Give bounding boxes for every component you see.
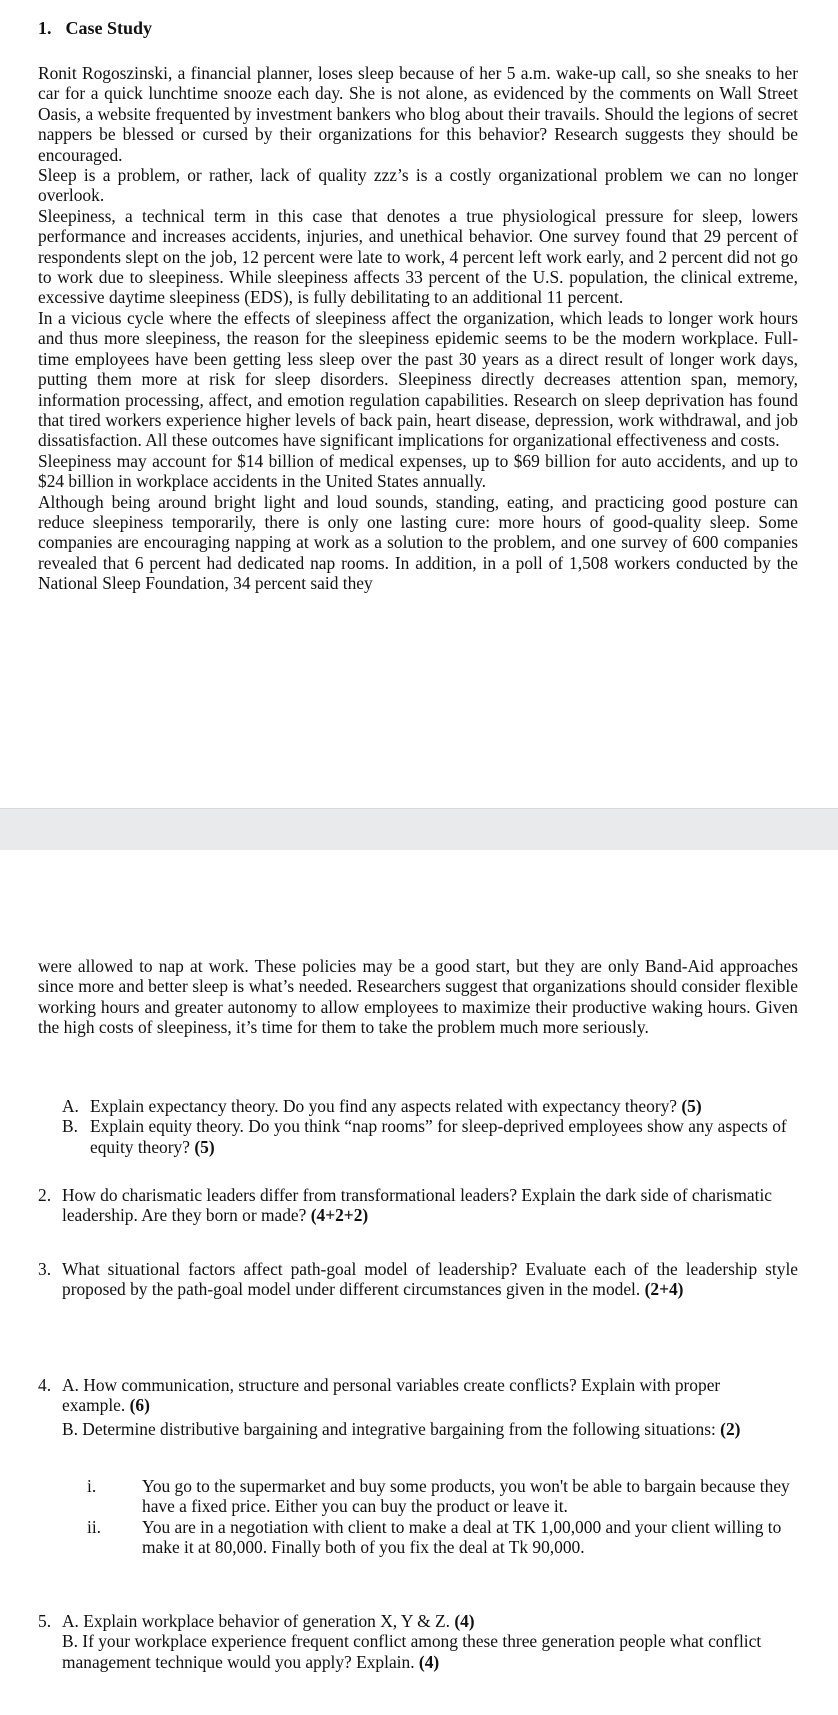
question-5-number: 5. — [38, 1611, 52, 1631]
question-5a — [62, 1611, 798, 1631]
question-1a-label: A. — [62, 1096, 79, 1116]
question-1b — [62, 1116, 798, 1157]
case-paragraph: were allowed to nap at work. These policies may be a good start, but they are only Band-Aid approaches since more and better sleep is what’s needed. Researchers suggest that organizations should consider flexible working hours and greater autonomy to allow employees to maximize their productive waking hours. Given the high costs of sleepiness, it’s time for them to take the problem much more seriously. — [38, 956, 798, 1038]
question-1b-text: Explain equity theory. Do you think “nap rooms” for sleep-deprived employees show any aspects of equity theory? — [90, 1116, 787, 1157]
case-paragraph: Sleep is a problem, or rather, lack of quality zzz’s is a costly organizational problem we can no longer overlook. — [38, 165, 798, 206]
question-4-number: 4. — [38, 1375, 52, 1395]
question-4a-text: A. How communication, structure and personal variables create conflicts? Explain with proper example. — [62, 1375, 721, 1416]
question-2 — [62, 1185, 798, 1226]
question-5b-text: B. If your workplace experience frequent conflict among these three generation people what conflict management technique would you apply? Explain. — [62, 1631, 762, 1672]
question-4b-marks: (2) — [720, 1419, 741, 1439]
page-break-gap — [0, 808, 838, 851]
question-3-number: 3. — [38, 1259, 52, 1279]
question-1b-marks: (5) — [194, 1136, 215, 1157]
situation-label: ii. — [87, 1516, 102, 1537]
question-3-marks: (2+4) — [644, 1279, 684, 1300]
question-4b — [62, 1419, 752, 1439]
question-4a-marks: (6) — [129, 1395, 150, 1416]
question-5 — [62, 1611, 798, 1672]
question-5b-marks: (4) — [418, 1651, 440, 1672]
case-paragraph: Sleepiness may account for $14 billion of medical expenses, up to $69 billion for auto accidents, and up to $24 billion in workplace accidents in the United States annually. — [38, 450, 798, 492]
question-3 — [62, 1259, 798, 1300]
situations-list — [62, 1476, 798, 1558]
situation-item — [62, 1476, 798, 1517]
situation-text: You are in a negotiation with client to make a deal at TK 1,00,000 and your client willing to make it at 80,000. Finally both of you fix the deal at Tk 90,000. — [142, 1516, 782, 1558]
case-study-body — [38, 63, 798, 594]
question-4b-text: B. Determine distributive bargaining and integrative bargaining from the following situations: — [62, 1419, 716, 1439]
heading-title: Case Study — [65, 18, 153, 38]
question-1a — [62, 1096, 798, 1116]
case-paragraph: Ronit Rogoszinski, a financial planner, loses sleep because of her 5 a.m. wake-up call, so she sneaks to her car for a quick lunchtime snooze each day. She is not alone, as evidenced by the comments on Wall Street Oasis, a website frequented by investment bankers who blog about their travails. Should the legions of secret nappers be blessed or cursed by their organizations for this behavior? Research suggests they should be encouraged. — [38, 63, 798, 165]
case-study-continued — [38, 956, 798, 1038]
question-4a — [62, 1375, 752, 1416]
case-paragraph: Sleepiness, a technical term in this case that denotes a true physiological pressure for sleep, lowers performance and increases accidents, injuries, and unethical behavior. One survey found that 29 percent of respondents slept on the job, 12 percent were late to work, 4 percent left work early, and 2 percent did not go to work due to sleepiness. While sleepiness affects 33 percent of the U.S. population, the clinical extreme, excessive daytime sleepiness (EDS), is fully debilitating to an additional 11 percent. — [38, 205, 798, 308]
question-3-text: What situational factors affect path-goal model of leadership? Evaluate each of the leadership style proposed by the path-goal model under different circumstances given in the model. — [62, 1259, 798, 1300]
situation-label: i. — [87, 1476, 97, 1496]
case-paragraph: In a vicious cycle where the effects of sleepiness affect the organization, which leads to longer work hours and thus more sleepiness, the reason for the sleepiness epidemic seems to be the modern workplace. Full-time employees have been getting less sleep over the past 30 years as a direct result of longer work days, putting them more at risk for sleep disorders. Sleepiness directly decreases attention span, memory, information processing, affect, and emotion regulation capabilities. Research on sleep deprivation has found that tired workers experience higher levels of back pain, heart disease, depression, work withdrawal, and job dissatisfaction. All these outcomes have significant implications for organizational effectiveness and costs. — [38, 307, 798, 451]
question-1b-label: B. — [62, 1116, 78, 1137]
document-page-1 — [0, 0, 838, 808]
question-1a-text: Explain expectancy theory. Do you find any aspects related with expectancy theory? — [90, 1096, 678, 1116]
situation-item — [62, 1517, 798, 1558]
question-2-marks: (4+2+2) — [310, 1205, 369, 1226]
situation-text: You go to the supermarket and buy some products, you won't be able to bargain because they have a fixed price. Either you can buy the product or leave it. — [142, 1476, 790, 1517]
question-5a-text: A. Explain workplace behavior of generation X, Y & Z. — [62, 1611, 450, 1631]
question-1a-marks: (5) — [681, 1096, 702, 1116]
case-paragraph: Although being around bright light and loud sounds, standing, eating, and practicing good posture can reduce sleepiness temporarily, there is only one lasting cure: more hours of good-quality sleep. Some companies are encouraging napping at work as a solution to the problem, and one survey of 600 companies revealed that 6 percent had dedicated nap rooms. In addition, in a poll of 1,508 workers conducted by the National Sleep Foundation, 34 percent said they — [38, 491, 798, 594]
question-2-text: How do charismatic leaders differ from transformational leaders? Explain the dark side of charismatic leadership. Are they born or made? — [62, 1185, 773, 1226]
question-1-parts — [62, 1096, 798, 1157]
question-5a-marks: (4) — [454, 1611, 475, 1631]
heading-number: 1. — [38, 18, 52, 38]
case-study-heading — [38, 18, 152, 39]
question-5b — [62, 1631, 798, 1672]
question-2-number: 2. — [38, 1185, 52, 1205]
